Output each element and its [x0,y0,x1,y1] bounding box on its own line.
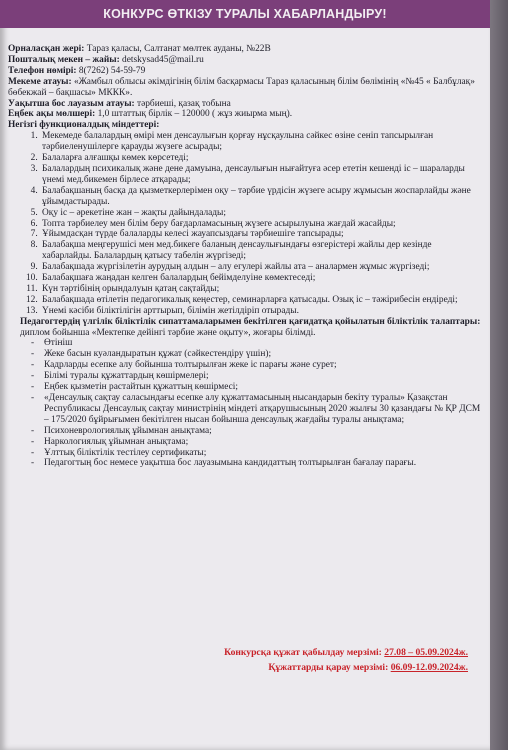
document-item: - Кадрларды есепке алу бойынша толтырылған жеке іс парағы және сурет; [44,360,482,371]
requirements: Педагогтердің үлгілік біліктілік сипаттамаларымен бекітілген қағидатқа қойылатын біліктілік талаптары: диплом бойынша «Мектепке дейінгі тәрбие және оқыту», жоғары білімді. [20,316,481,338]
duty-item: 9. Балабақшада жүргізілетін аурудың алдын – алу егулері жайлы ата – аналармен жұмыс жүргізеді; [40,262,482,273]
document-item: - Наркологиялық ұйымнан анықтама; [44,437,482,448]
document-item: - Еңбек қызметін растайтын құжаттың көшірмесі; [44,382,482,393]
duty-item: 13. Үнемі кәсіби біліктілігін арттырып, білімін жетілдіріп отырады. [40,306,482,317]
duty-item: 10. Балабақшаға жаңадан келген балалардың бейімделуіне көмектеседі; [40,273,482,284]
info-organization: Мекеме атауы: «Жамбыл облысы әкімдігінің білім басқармасы Тараз қаласының білім бөлімінің «№45 « Балбұлақ» бөбекжай – бақшасы» МККК». [8,76,475,98]
document-item: - Білімі туралы құжаттардың көшірмелері; [44,371,482,382]
deadline-review: Құжаттарды қарау мерзімі: 06.09-12.09.2024ж. [268,662,468,673]
duty-item: 1. Мекемеде балалардың өмірі мен денсаулығын қорғау нұсқаулына сәйкес өзіне сеніп тапсырылған тәрбиеленушілерге қарауды жүзеге асырады; [40,131,482,153]
duty-item: 5. Оқу іс – әрекетіне жан – жақты дайындалады; [40,208,482,219]
document-item: - Ұлттық біліктілік тестілеу сертификаты; [44,448,482,459]
documents-list [8,338,482,469]
duty-item: 7. Ұйымдасқан түрде балаларды келесі жауапсыздағы тәрбиешіге тапсырады; [40,229,482,240]
document-item: - «Денсаулық сақтау саласындағы есепке алу құжаттамасының нысандарын бекіту туралы» Қазақстан Республикасы Денсаулық сақтау министрінің міндеті атқарушысының 2020 жылғы 30 қазандағы № ҚР ДСМ – 175/2020 бұйрығымен бекітілген нысан бойынша денсаулық жағдайы туралы анықтама; [44,393,482,426]
document-item: - Педагогтың бос немесе уақытша бос лауазымына кандидаттың толтырылған бағалау парағы. [44,458,482,469]
document-item: - Өтініш [44,338,482,349]
info-vacancy: Уақытша бос лауазым атауы: тәрбиеші, қазақ тобына [8,98,231,109]
info-postal-address: Пошталық мекен – жайы: detskysad45@mail.ru [8,54,204,65]
info-salary: Еңбек ақы мөлшері: 1,0 штаттық бірлік – 120000 ( жұз жиырма мың). [8,109,293,120]
duty-item: 4. Балабақшаның басқа да қызметкерлерімен оқу – тәрбие үрдісін жүзеге асыру жұмысын жоспарлайды және ұйымдастырады. [40,186,482,208]
document-item: - Психоневрологиялық ұйымнан анықтама; [44,426,482,437]
duty-item: 8. Балабақша меңгерушісі мен мед.бикеге баланың денсаулығындағы өзгерістері жайлы дер кезінде хабарлайды. Балалардың қатысу табелін жүргізеді; [40,240,482,262]
announcement-body [8,44,482,469]
duties-list [8,131,482,316]
duty-item: 2. Балаларға алғашқы көмек көрсетеді; [40,153,482,164]
info-phone: Телефон нөмірі: 8(7262) 54-59-79 [8,65,146,76]
title-banner [0,0,490,28]
duty-item: 12. Балабақшада өтілетін педагогикалық кеңестер, семинарларға қатысады. Озық іс – тәжірибесін ендіреді; [40,295,482,306]
duties-heading: Негізгі функционалдық міндеттері: [8,120,160,131]
deadline-submission: Конкурсқа құжат қабылдау мерзімі: 27.08 – 05.09.2024ж. [224,647,468,658]
info-location: Орналасқан жері: Тараз қаласы, Салтанат мөлтек ауданы, №22В [8,44,271,54]
duty-item: 3. Балалардың психикалық және дене дамуына, денсаулығын нығайтуға әсер ететін кешенді іс – шараларды үнемі мед.бикемен бірлесе атқарады; [40,164,482,186]
duty-item: 11. Күн тәртібінің орындалуын қатаң сақтайды; [40,284,482,295]
document-item: - Жеке басын куәландыратын құжат (сәйкестендіру үшін); [44,349,482,360]
announcement-title: КОНКУРС ӨТКІЗУ ТУРАЛЫ ХАБАРЛАНДЫРУ! [103,7,387,21]
duty-item: 6. Топта тәрбиелеу мен білім беру бағдарламасының жүзеге асырылуына жағдай жасайды; [40,219,482,230]
